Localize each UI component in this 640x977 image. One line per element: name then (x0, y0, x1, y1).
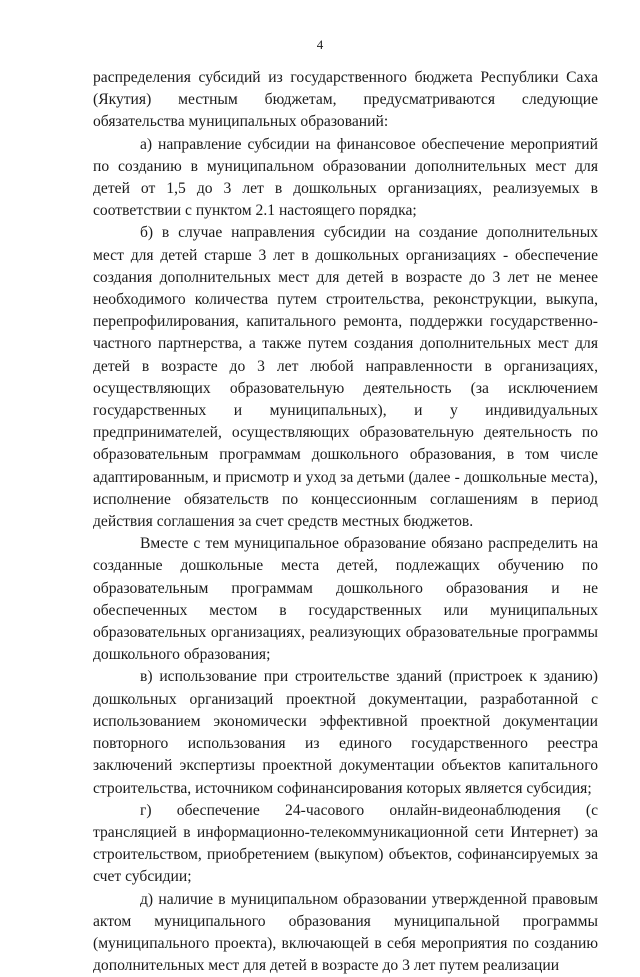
paragraph-item-v: в) использование при строительстве зданий (пристроек к зданию) дошкольных организаций проектной документации, разработанной с использованием экономически эффективной проектной документации повторного использования из единого государственного реестра заключений экспертизы проектной документации объектов капитального строительства, источником софинансирования которых является субсидия; (93, 668, 598, 797)
paragraph-item-a: а) направление субсидии на финансовое обеспечение мероприятий по созданию в муниципальном образовании дополнительных мест для детей от 1,5 до 3 лет в дошкольных организациях, реализуемых в соответствии с пунктом 2.1 настоящего порядка; (93, 135, 598, 220)
paragraph-item-d: д) наличие в муниципальном образовании утвержденной правовым актом муниципального образования муниципальной программы (муниципального проекта), включающей в себя мероприятия по созданию дополнительных мест для детей в возрасте до 3 лет путем реализации (93, 890, 598, 975)
page-number: 4 (316, 37, 324, 52)
document-body (93, 67, 598, 977)
paragraph-intro: распределения субсидий из государственного бюджета Республики Саха (Якутия) местным бюджетам, предусматриваются следующие обязательства муниципальных образований: (93, 69, 598, 131)
paragraph-continuation: Вместе с тем муниципальное образование обязано распределить на созданные дошкольные места детей, подлежащих обучению по образовательным программам дошкольного образования и не обеспеченных местом в государственных или муниципальных образовательных организациях, реализующих образовательные программы дошкольного образования; (93, 535, 598, 664)
paragraph-item-b: б) в случае направления субсидии на создание дополнительных мест для детей старше 3 лет в дошкольных организациях - обеспечение создания дополнительных мест для детей в возрасте до 3 лет не менее необходимого количества путем строительства, реконструкции, выкупа, перепрофилирования, капитального ремонта, поддержки государственно-частного партнерства, а также путем создания дополнительных мест для детей в возрасте до 3 лет любой направленности в организациях, осуществляющих образовательную деятельность (за исключением государственных и муниципальных), и у индивидуальных предпринимателей, осуществляющих образовательную деятельность по образовательным программам дошкольного образования, в том числе адаптированным, и присмотр и уход за детьми (далее - дошкольные места), исполнение обязательств по концессионным соглашениям в период действия соглашения за счет средств местных бюджетов. (93, 224, 598, 531)
paragraph-item-g: г) обеспечение 24-часового онлайн-видеонаблюдения (с трансляцией в информационно-телекоммуникационной сети Интернет) за строительством, приобретением (выкупом) объектов, софинансируемых за счет субсидии; (93, 801, 598, 886)
